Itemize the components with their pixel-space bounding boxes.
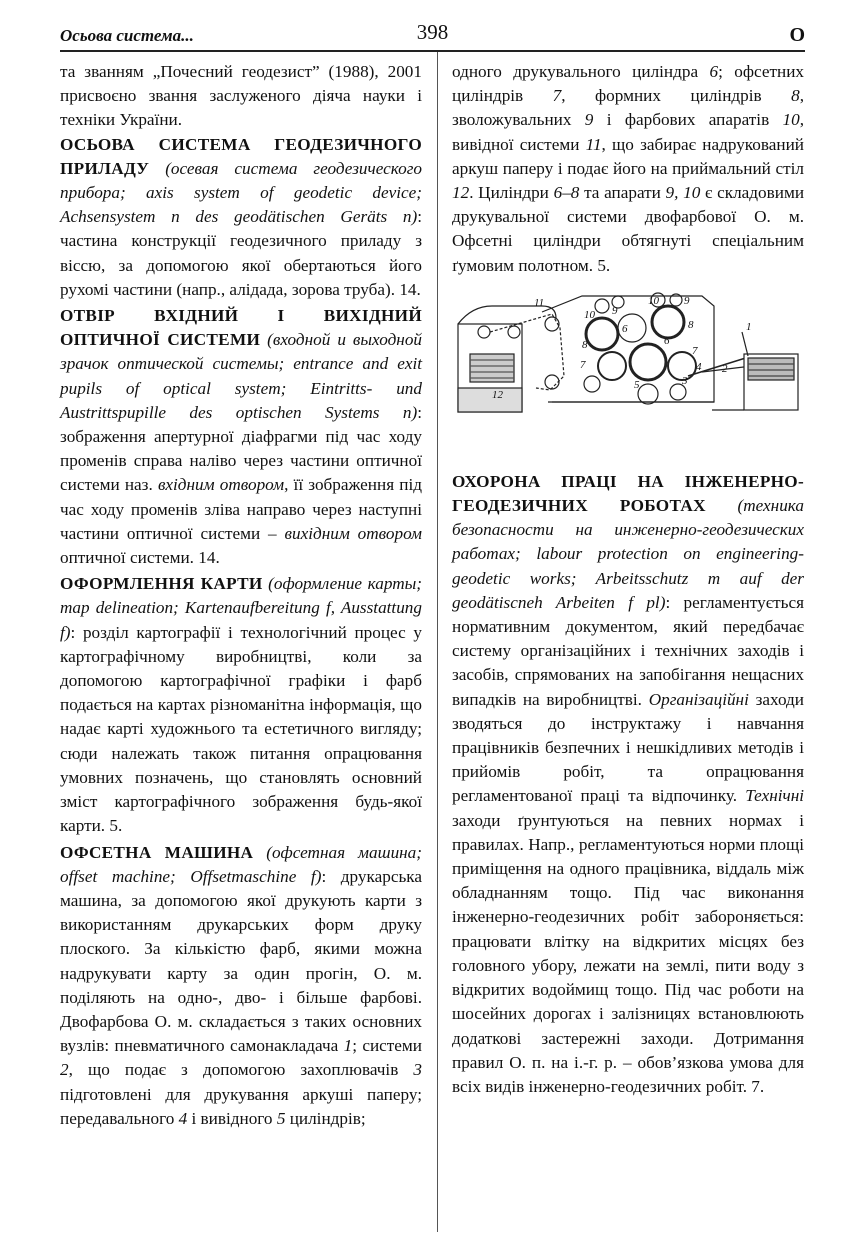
text-segment: , вивідної системи [452, 110, 805, 154]
entry-definition: оптичної системи. 14. [60, 548, 220, 568]
column-separator [437, 52, 438, 1232]
part-number: 9, 10 [665, 183, 701, 203]
figure-label: 8 [688, 318, 694, 331]
entry-translations: (входной и выходной зрачок оптической системы; entrance and exit pupils of optical system; Eintritts- und Austrittspupille des optischen Systems n) [60, 330, 423, 422]
text-segment: , формних циліндрів [561, 86, 762, 106]
entry-definition: , її зображення під час ходу променів зліва направо через наступні частини оптичної системи – [60, 475, 422, 543]
page-number: 398 [416, 20, 449, 44]
figure-label: 3 [682, 374, 688, 387]
figure-label: 8 [582, 338, 588, 351]
page-header [60, 20, 805, 52]
figure-label: 4 [696, 360, 702, 373]
figure-label: 10 [584, 308, 595, 321]
part-number: 12 [452, 183, 470, 203]
text-segment: , зволожувальних [452, 86, 805, 130]
entry-definition: циліндрів; [289, 1108, 366, 1128]
part-number: 6 [709, 62, 719, 81]
part-number: 7 [552, 86, 562, 106]
header-rule [60, 50, 805, 52]
running-title: Осьова система... [60, 26, 194, 45]
part-number: 6–8 [553, 183, 580, 203]
entry-definition: і вивідного [191, 1108, 273, 1128]
figure-label: 2 [722, 362, 728, 375]
entry-definition: : регламентується нормативним документом, який передбачає систему організаційних і технічних заходів і засобів, спрямованих на запобігання нещасних випадків на виробництві. [452, 592, 804, 709]
machine-drawing [452, 292, 804, 432]
right-column [452, 60, 804, 1101]
entry-term: ОФСЕТНА МАШИНА [60, 842, 254, 862]
entry-emphasis: вихідним отвором [284, 523, 423, 543]
entry-term: ОТВІР ВХІДНИЙ І ВИХІДНИЙ ОПТИЧНОЇ СИСТЕМИ [60, 306, 422, 350]
figure-label: 6 [622, 322, 628, 335]
part-number: 8 [791, 86, 800, 106]
entry-definition: , що подає з допомогою захоплювачів [68, 1060, 399, 1080]
text-segment: , що забирає надрукований аркуш паперу і подає його на приймальний стіл [452, 134, 804, 178]
entry-map-design [60, 572, 422, 838]
entry-translations: (офсетная машина; offset machine; Offsetmaschine f) [60, 842, 423, 886]
entry-emphasis: Технічні [745, 786, 805, 806]
part-number: 3 [413, 1060, 423, 1080]
entry-labour-protection [452, 470, 804, 1099]
part-number: 9 [584, 110, 594, 130]
figure-label: 10 [648, 294, 659, 307]
part-number: 2 [60, 1060, 69, 1080]
entry-definition: : частина конструкції геодезичного приладу з віссю, за допомогою якої обертаються його рухомі частини (напр., алідада, зорова труба). 14. [60, 207, 422, 299]
figure-label: 9 [684, 294, 690, 307]
text-segment: ; офсетних циліндрів [452, 62, 804, 106]
entry-definition: : розділ картографії і технологічний процес у картографічному виробництві, коли за допомогою картографічної графіки і фарб подається на картах різноманітна інформація, що надає карті художнього та естетичного вигляду; сюди належать також питання опрацювання умовних позначень, що становлять основний зміст картографічного зображення будь-якої карти. 5. [60, 622, 422, 836]
entry-definition: : друкарська машина, за допомогою якої друкують карти з використанням друкарських форм друку плоского. За кількістю фарб, якими можна надрукувати карту за один прогін, О. м. поділяють на одно-, дво- і більше фарбові. Двофарбова О. м. складається з таких основних вузлів: пневматичного самонакладача [60, 866, 423, 1056]
entry-emphasis: Організаційні [648, 689, 749, 709]
figure-label: 5 [634, 378, 640, 391]
part-number: 4 [178, 1108, 188, 1128]
figure-label: 6 [664, 334, 670, 347]
entry-definition: заходи ґрунтуються на певних нормах і правилах. Напр., регламентуються норми площі приміщення на одного працівника, віддаль між обладнанням тощо. Під час виконання інженерно-геодезичних робіт забороняється: працювати влітку на відкритих місцях без головного убору, лежати на землі, пити воду з відкритих водоймищ тощо. Під час роботи на шосейних дорогах і залізницях встановлюють додаткові застережні заходи. Дотримання правил О. п. на і.-г. р. – обов’язкова умова для всіх видів інженерно-геодезичних робіт. 7. [452, 810, 804, 1096]
entry-definition: : зображення апертурної діафрагми під час ходу променів справа наліво через частини оптичної системи наз. [60, 402, 422, 495]
part-number: 1 [343, 1036, 353, 1056]
offset-machine-diagram [452, 292, 804, 432]
entry-translations: (осевая система геодезического прибора; axis system of geodetic device; Achsensystem n des geodätischen Geräts n) [60, 158, 423, 227]
continuation-text: та званням „Почесний геодезист” (1988), 2001 присвоєно звання заслуженого діяча науки і техніки України. [60, 62, 422, 130]
figure-label: 12 [492, 388, 503, 401]
part-number: 5 [276, 1108, 286, 1128]
text-segment: є складовими друкувальної системи двофарбової О. м. Офсетні циліндри обтягнуті спеціальним ґумовим полотном. 5. [452, 183, 805, 275]
text-segment: . Циліндри [469, 183, 549, 203]
entry-term: ОФОРМЛЕННЯ КАРТИ [60, 574, 263, 594]
entry-definition: підготовлені для друкування аркуші паперу; передавального [60, 1084, 422, 1128]
left-column [60, 60, 422, 1133]
continuation-text [452, 60, 804, 278]
entry-definition: ; системи [352, 1036, 422, 1056]
entry-offset-machine [60, 841, 422, 1131]
part-number: 11 [585, 134, 602, 154]
entry-pupil [60, 304, 422, 570]
figure-label: 7 [580, 358, 586, 371]
text-segment: і фарбових апаратів [606, 110, 770, 130]
text-segment: одного друкувального циліндра [452, 62, 699, 81]
figure-label: 9 [612, 304, 618, 317]
figure-label: 11 [534, 296, 545, 309]
entry-translations: (оформление карты; map delineation; Kartenaufbereitung f, Ausstattung f) [60, 574, 423, 642]
text-segment: та апарати [584, 183, 661, 203]
figure-label: 7 [692, 344, 698, 357]
part-number: 10 [782, 110, 800, 130]
entry-definition: заходи зводяться до інструктажу і навчання працівників безпечних і нешкідливих методів і прийомів робіт, та опрацювання регламентованої праці та відпочинку. [452, 689, 804, 806]
entry-emphasis: вхідним отвором [157, 475, 285, 495]
section-letter: О [789, 24, 805, 46]
entry-axis-system [60, 133, 422, 302]
entry-term: ОСЬОВА СИСТЕМА ГЕОДЕЗИЧНОГО ПРИЛАДУ [60, 134, 422, 178]
entry-term: ОХОРОНА ПРАЦІ НА ІНЖЕНЕРНО-ГЕОДЕЗИЧНИХ РОБОТАХ [452, 471, 804, 516]
figure-label: 1 [746, 320, 752, 333]
entry-translations: (техника безопасности на инженерно-геодезических работах; labour protection on engineering-geodetic works; Arbeitsschutz m auf der geodätiscneh Arbeiten f pl) [452, 496, 804, 612]
